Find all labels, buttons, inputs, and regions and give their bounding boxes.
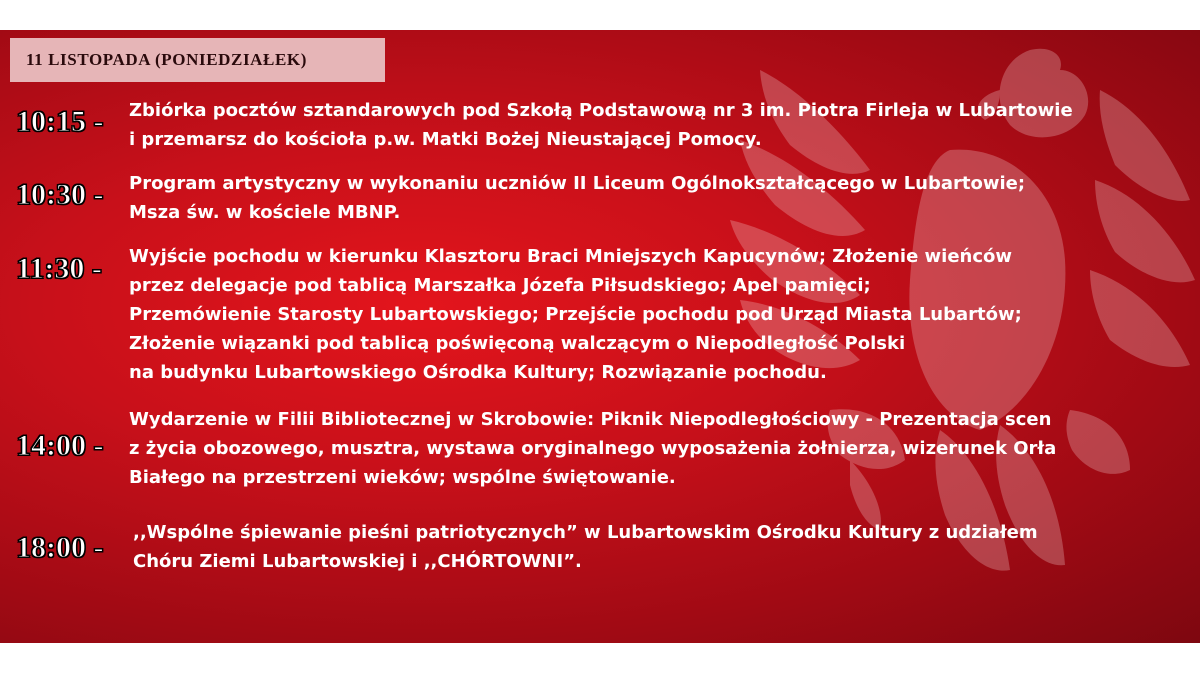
date-banner: 11 LISTOPADA (PONIEDZIAŁEK) [10,38,385,82]
description-line: ,,Wspólne śpiewanie pieśni patriotycznych” w Lubartowskim Ośrodku Kultury z udziałem [133,522,1038,543]
event-time: 10:30 - [16,178,104,211]
event-description [129,96,1189,154]
description-line: Zbiórka pocztów sztandarowych pod Szkołą Podstawową nr 3 im. Piotra Firleja w Lubartowie [129,100,1073,121]
event-poster [0,30,1200,643]
event-time: 11:30 - [16,252,102,285]
description-line: Białego na przestrzeni wieków; wspólne świętowanie. [129,467,676,488]
description-line: Msza św. w kościele MBNP. [129,202,401,223]
description-line: i przemarsz do kościoła p.w. Matki Bożej Nieustającej Pomocy. [129,129,762,150]
description-line: Wyjście pochodu w kierunku Klasztoru Braci Mniejszych Kapucynów; Złożenie wieńców [129,246,1013,267]
event-description [129,242,1189,387]
event-description [133,518,1193,576]
description-line: na budynku Lubartowskiego Ośrodka Kultury; Rozwiązanie pochodu. [129,362,827,383]
event-description [129,169,1189,227]
description-line: Wydarzenie w Filii Bibliotecznej w Skrobowie: Piknik Niepodległościowy - Prezentacja scen [129,409,1052,430]
description-line: Chóru Ziemi Lubartowskiej i ,,CHÓRTOWNI”. [133,551,582,572]
event-time: 10:15 - [16,105,104,138]
event-time: 18:00 - [16,531,104,564]
event-time: 14:00 - [16,429,104,462]
description-line: z życia obozowego, musztra, wystawa oryginalnego wyposażenia żołnierza, wizerunek Orła [129,438,1057,459]
description-line: Złożenie wiązanki pod tablicą poświęconą walczącym o Niepodległość Polski [129,333,906,354]
description-line: Przemówienie Starosty Lubartowskiego; Przejście pochodu pod Urząd Miasta Lubartów; [129,304,1022,325]
event-description [129,405,1189,492]
description-line: Program artystyczny w wykonaniu uczniów II Liceum Ogólnokształcącego w Lubartowie; [129,173,1026,194]
description-line: przez delegacje pod tablicą Marszałka Józefa Piłsudskiego; Apel pamięci; [129,275,871,296]
